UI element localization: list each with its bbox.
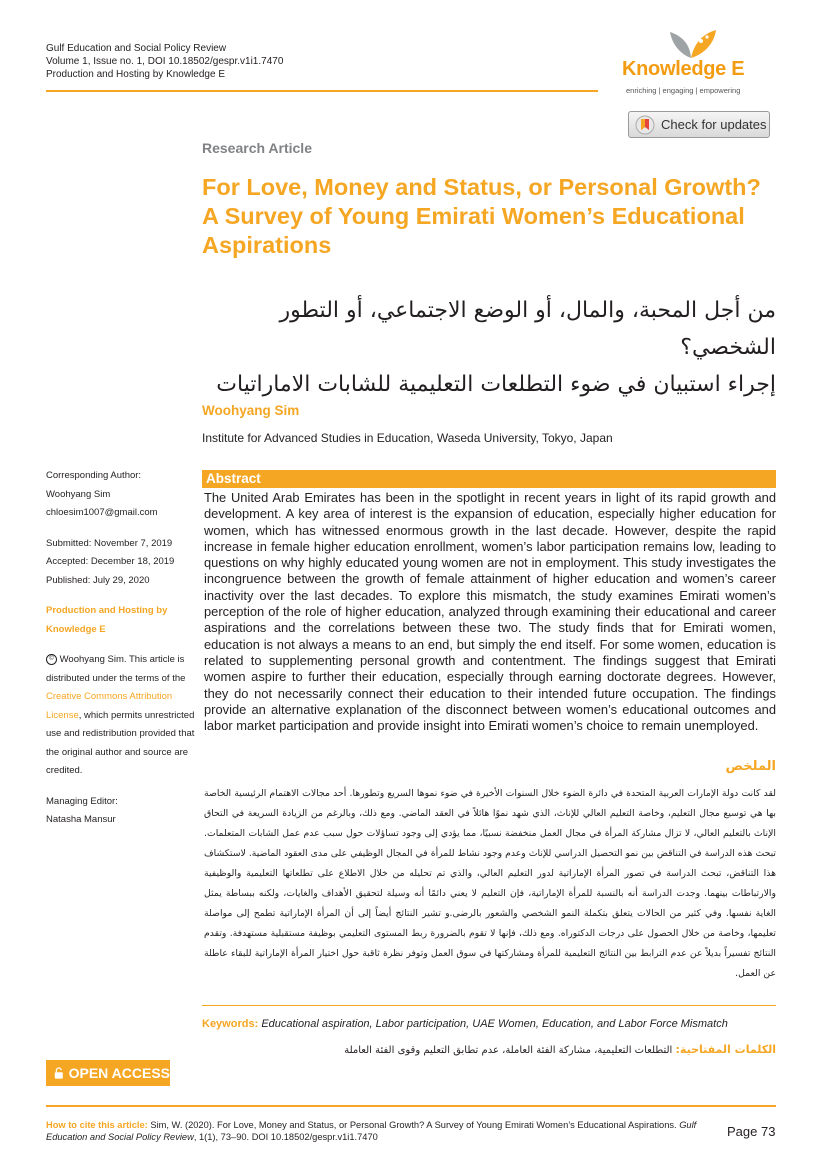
arabic-keywords-label: الكلمات المفتاحية: [675,1043,776,1056]
logo-tagline: enriching | engaging | empowering [626,86,741,95]
header-divider [46,90,598,92]
article-type: Research Article [202,140,312,156]
corresponding-author-email[interactable]: chloesim1007@gmail.com [46,507,158,518]
arabic-title-line-2: إجراء استبيان في ضوء التطلعات التعليمية للشابات الاماراتيات [216,372,776,397]
license-note [46,651,196,781]
check-for-updates-label: Check for updates [661,117,767,132]
keywords-label: Keywords: [202,1018,259,1030]
citation-text: Sim, W. (2020). For Love, Money and Status, or Personal Growth? A Survey of Young Emirati Women’s Educational Aspirations. [150,1120,677,1130]
copyright-icon: © [46,654,57,665]
journal-hosting: Production and Hosting by Knowledge E [46,69,226,80]
managing-editor-label: Managing Editor: [46,795,118,807]
author-affiliation: Institute for Advanced Studies in Education, Waseda University, Tokyo, Japan [202,431,613,445]
arabic-title-line-1: من أجل المحبة، والمال، أو الوضع الاجتماعي، أو التطور الشخصي؟ [279,298,776,360]
license-link[interactable]: Creative Commons Attribution License [46,691,173,721]
arabic-abstract-heading: الملخص [725,759,776,774]
arabic-keywords-value: التطلعات التعليمية، مشاركة الفئة العاملة، عدم تطابق التعليم وقوى الفئة العاملة [344,1045,673,1056]
arabic-keywords [202,1043,776,1056]
corresponding-author [46,467,196,523]
article-dates [46,535,196,591]
abstract-heading: Abstract [206,471,261,486]
author-name: Woohyang Sim [202,403,300,418]
footer-divider [46,1105,776,1107]
open-access-badge [46,1060,170,1086]
production-hosting: Production and Hosting by Knowledge E [46,605,168,635]
open-lock-icon [54,1066,64,1080]
journal-name: Gulf Education and Social Policy Review [46,43,227,54]
published-date: Published: July 29, 2020 [46,574,150,586]
knowledge-e-logo-icon [660,28,722,60]
journal-info [46,42,283,81]
keywords-divider [202,1005,776,1006]
logo-text: Knowledge E [622,58,745,80]
submitted-date: Submitted: November 7, 2019 [46,537,173,549]
keywords-value: Educational aspiration, Labor participation, UAE Women, Education, and Labor Force Mismatch [261,1018,728,1030]
check-for-updates-button[interactable] [628,111,770,138]
corresponding-author-name: Woohyang Sim [46,488,111,500]
managing-editor [46,793,196,830]
citation [46,1119,726,1143]
arabic-abstract-text: لقد كانت دولة الإمارات العربية المتحدة في دائرة الضوء خلال السنوات الأخيرة في ضوء نموها السريع وتطورها. أحد مجالات الاهتمام الرئيسية الخاصة بها هي توسيع مجال التعليم، وخاصة التعليم العالي للإناث، الذي شهد نموًا هائلاً في العقد الماضي. ومع ذلك، وبالرغم من الزيادة السريعة في التحاق الإناث بالتعليم العالي، لا تزال مشاركة المرأة في مجال العمل منخفضة نسبيًا، مما يؤدي إلى وجود تساؤلات حول سبب عدم عمل الشابات المتعلمات. تبحث هذه الدراسة في التناقض بين نمو التحصيل الدراسي للإناث وعدم وجود نشاط للمرأة في المجال الوظيفي على مدى العقود الماضية. لاستكشاف هذا التناقض، تبحث الدراسة في تصور المرأة الإماراتية لدور التعليم العالي، والذي تم تحليله من خلال الاطلاع على تطلعاتها التعليمية والوظيفية والارتباطات بينهما. وجدت الدراسة أنه بالنسبة للمرأة الإماراتية، فإن التعليم لا يعني دائمًا أنه وسيلة لتحقيق الأهداف والغايات، ولكنه ببساطة يمثل الغاية نفسها. وفي كثير من الحالات يتعلق بتكملة النمو الشخصي والشعور بالرضى.و تشير النتائج أيضاً إلى أن المرأة الإماراتية تطمح إلى مواصلة تعليمها، وخاصة من خلال الحصول على درجات الدكتوراه. ومع ذلك، فإنها لا تقوم بالضرورة ربط المستوى التعليمي بوظيفة مستقبلية مستهدفة. وتقدم النتائج تفسيراً بديلاً عن عدم الترابط بين النتائج التعليمية للمرأة ومشاركتها في سوق العمل وتوفر نظرة ثاقبة حول اختيار المرأة الإماراتية للبقاء عاطلة عن العمل. [204,788,776,979]
citation-label: How to cite this article: [46,1120,148,1130]
page-number: Page 73 [727,1124,776,1139]
open-access-label: OPEN ACCESS [68,1065,170,1081]
managing-editor-name: Natasha Mansur [46,814,116,825]
abstract-heading-bar [202,470,776,488]
journal-issue: Volume 1, Issue no. 1, DOI 10.18502/gespr.v1i1.7470 [46,56,284,67]
license-suffix: , which permits unrestricted use and redistribution provided that the original author and source are credited. [46,709,195,776]
corresponding-author-label: Corresponding Author: [46,470,142,481]
arabic-title [202,292,776,403]
crossmark-icon [635,115,655,135]
accepted-date: Accepted: December 18, 2019 [46,556,175,567]
article-title: For Love, Money and Status, or Personal Growth? A Survey of Young Emirati Women’s Educational Aspirations [202,174,761,258]
citation-details: , 1(1), 73–90. DOI 10.18502/gespr.v1i1.7470 [193,1132,378,1142]
license-prefix: Woohyang Sim. This article is distributed under the terms of the [46,654,186,684]
abstract-text: The United Arab Emirates has been in the spotlight in recent years in light of its rapid growth and development. A key area of interest is the expansion of education, especially higher education for women, which has witnessed enormous growth in the last decade. However, despite the rapid increase in female higher education enrollment, women’s labor participation remains low, leading to questions on why highly educated young women are not in employment. This study investigates the incongruence between the growth of female attainment of higher education and women’s career inactivity over the last decades. To explore this mismatch, the study examines Emirati women’s perception of the role of higher education, analyzed through examining their educational and career aspirations and the correlations between these two. The study finds that for Emirati women, education is not always a means to an end, but simply the end itself. For some women, education is related to supplementing personal growth and contentment. The findings suggest that Emirati women aspire to further their education, especially through earning doctorate degrees. However, they do not necessarily connect their education to their intended future occupation. The findings provide an alternative explanation of the disconnect between women’s educational outcomes and labor market participation and provide insight into Emirati women’s choice to remain unemployed. [204,490,776,734]
keywords [202,1018,776,1030]
sidebar [46,467,196,842]
citation-journal: Gulf Education and Social Policy Review [46,1120,697,1142]
